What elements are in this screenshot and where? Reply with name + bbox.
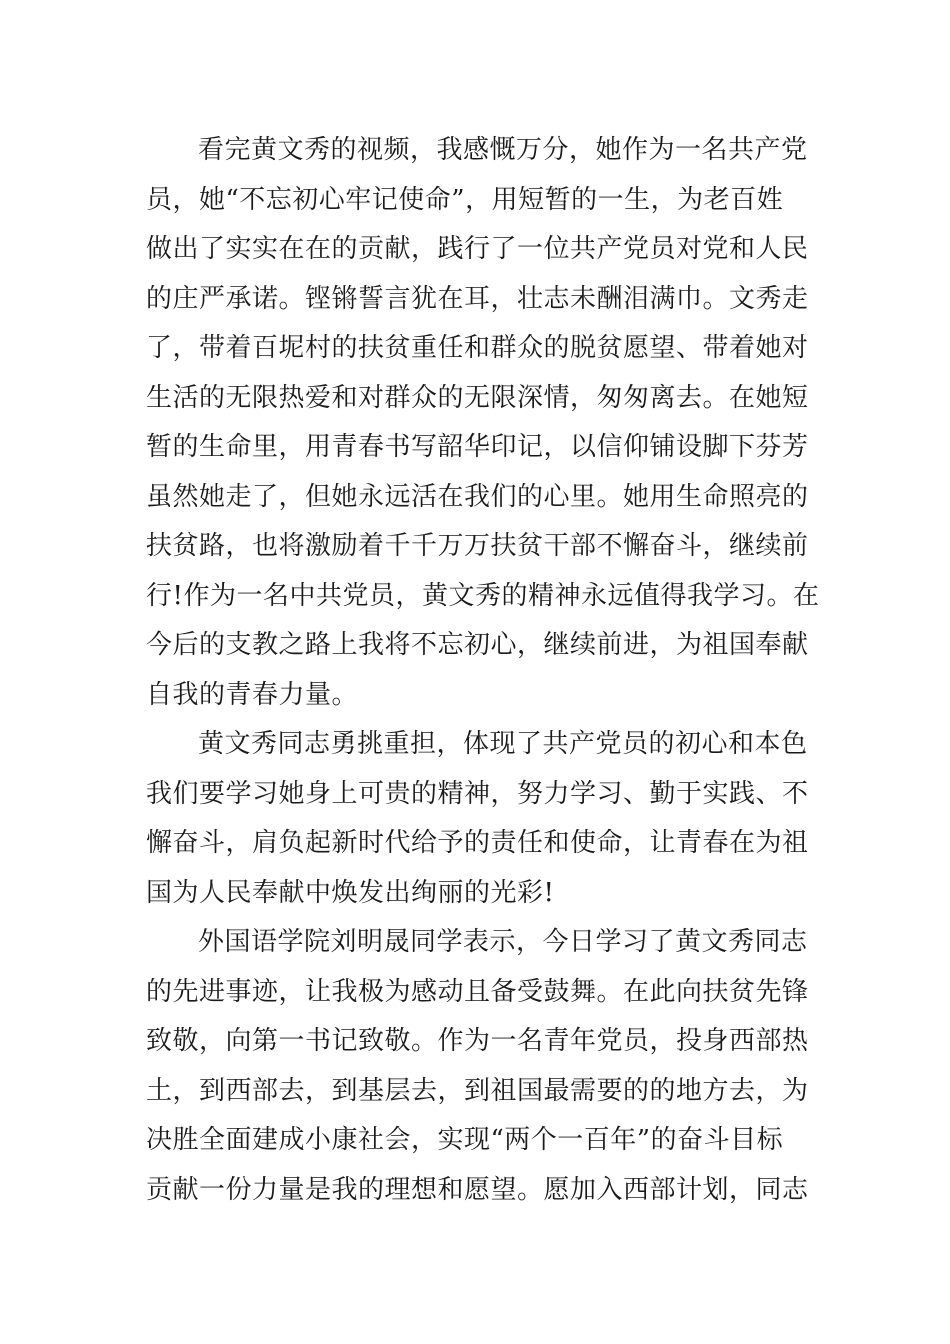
text-line: 生活的无限热爱和对群众的无限深情，匆匆离去。在她短 [146,382,809,413]
text-line: 行!作为一名中共党员，黄文秀的精神永远值得我学习。在 [146,580,820,611]
text-line: 做出了实实在在的贡献，践行了一位共产党员对党和人民 [146,234,809,264]
text-line: 外国语学院刘明晟同学表示，今日学习了黄文秀同志 [198,927,808,957]
text-line: 员，她“不忘初心牢记使命”，用短暂的一生，为老百姓 [146,184,784,215]
text-line: 看完黄文秀的视频，我感慨万分，她作为一名共产党 [198,135,808,165]
document-body [146,126,820,1215]
text-line: 的先进事迹，让我极为感动且备受鼓舞。在此向扶贫先锋 [146,976,809,1007]
text-line: 国为人民奉献中焕发出绚丽的光彩! [146,877,555,908]
text-line: 决胜全面建成小康社会，实现“两个一百年”的奋斗目标 [146,1125,784,1155]
text-line: 贡献一份力量是我的理想和愿望。愿加入西部计划，同志 [146,1174,809,1205]
text-line: 虽然她走了，但她永远活在我们的心里。她用生命照亮的 [146,481,809,512]
paragraph-1 [146,126,820,720]
paragraph-3 [146,918,810,1215]
text-line: 致敬，向第一书记致敬。作为一名青年党员，投身西部热 [146,1026,809,1056]
text-line: 了，带着百坭村的扶贫重任和群众的脱贫愿望、带着她对 [146,333,809,363]
text-line: 的庄严承诺。铿锵誓言犹在耳，壮志未酬泪满巾。文秀走 [146,283,809,314]
text-line: 自我的青春力量。 [146,679,359,710]
text-line: 我们要学习她身上可贵的精神，努力学习、勤于实践、不 [146,778,809,809]
paragraph-2 [146,720,810,918]
text-line: 黄文秀同志勇挑重担，体现了共产党员的初心和本色 [198,729,808,759]
text-line: 懈奋斗，肩负起新时代给予的责任和使命，让青春在为祖 [146,828,809,858]
text-line: 暂的生命里，用青春书写韶华印记，以信仰铺设脚下芬芳 [146,432,809,462]
text-line: 扶贫路，也将激励着千千万万扶贫干部不懈奋斗，继续前 [146,531,809,561]
text-line: 土，到西部去，到基层去，到祖国最需要的的地方去，为 [146,1075,809,1106]
text-line: 今后的支教之路上我将不忘初心，继续前进，为祖国奉献 [146,630,809,660]
